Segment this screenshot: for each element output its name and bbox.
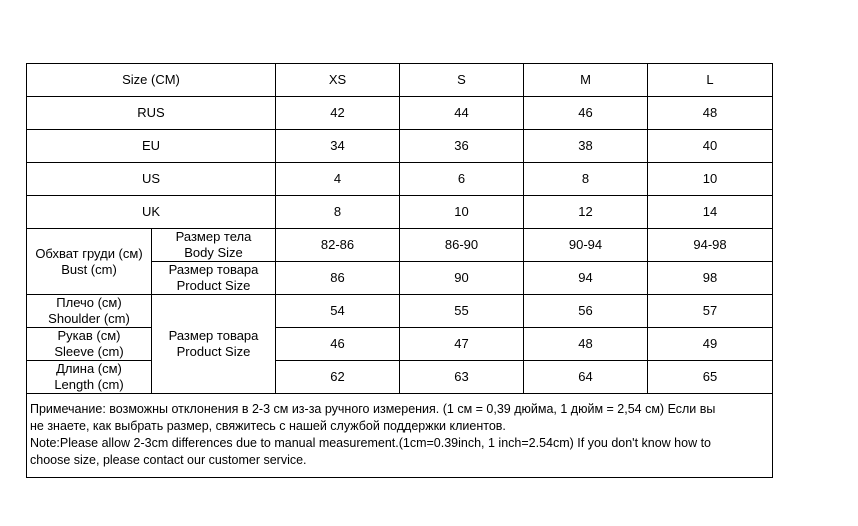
table-row-bust-body — [27, 229, 773, 262]
shoulder-label-ru: Плечо (см) — [56, 295, 122, 310]
table-cell: 63 — [400, 361, 524, 394]
table-cell: 64 — [524, 361, 648, 394]
table-cell: 90-94 — [524, 229, 648, 262]
table-cell: 62 — [276, 361, 400, 394]
table-cell: 6 — [400, 163, 524, 196]
row-label-rus: RUS — [27, 97, 276, 130]
table-cell: 86 — [276, 262, 400, 295]
table-cell: 36 — [400, 130, 524, 163]
sub-label-product-size — [152, 262, 276, 295]
table-row-shoulder — [27, 295, 773, 328]
size-header-xs: XS — [276, 64, 400, 97]
sleeve-label-en: Sleeve (cm) — [54, 344, 124, 359]
table-row-length — [27, 361, 773, 394]
table-cell: 46 — [524, 97, 648, 130]
table-cell: 49 — [648, 328, 773, 361]
table-cell: 98 — [648, 262, 773, 295]
note-en-line-1: Note:Please allow 2-3cm differences due to manual measurement.(1cm=0.39inch, 1 inch=2.54cm) If you don't know how to — [30, 436, 711, 450]
length-label-en: Length (cm) — [54, 377, 124, 392]
table-cell: 14 — [648, 196, 773, 229]
size-column-header: Size (CM) — [27, 64, 276, 97]
row-label-uk: UK — [27, 196, 276, 229]
measurement-note — [27, 394, 773, 478]
note-ru-line-1: Примечание: возможны отклонения в 2-3 см из-за ручного измерения. (1 см = 0,39 дюйма, 1 дюйм = 2,54 см) Если вы — [30, 402, 716, 416]
table-cell: 47 — [400, 328, 524, 361]
row-label-eu: EU — [27, 130, 276, 163]
table-cell: 94 — [524, 262, 648, 295]
bust-label-ru: Обхват груди (см) — [35, 245, 143, 261]
table-cell: 56 — [524, 295, 648, 328]
table-cell: 82-86 — [276, 229, 400, 262]
table-cell: 54 — [276, 295, 400, 328]
table-cell: 38 — [524, 130, 648, 163]
size-header-m: M — [524, 64, 648, 97]
note-row — [27, 394, 773, 478]
table-cell: 48 — [648, 97, 773, 130]
table-cell: 12 — [524, 196, 648, 229]
table-cell: 40 — [648, 130, 773, 163]
product-size-merged-en: Product Size — [176, 344, 251, 359]
note-ru-line-2: не знаете, как выбрать размер, свяжитесь с нашей службой поддержки клиентов. — [30, 419, 506, 433]
table-cell: 94-98 — [648, 229, 773, 262]
table-row-eu — [27, 130, 773, 163]
table-row-us — [27, 163, 773, 196]
product-size-label-en: Product Size — [176, 278, 251, 293]
product-size-merged-ru: Размер товара — [168, 328, 259, 343]
bust-label-en: Bust (cm) — [61, 261, 117, 277]
table-cell: 46 — [276, 328, 400, 361]
size-header-s: S — [400, 64, 524, 97]
table-cell: 8 — [276, 196, 400, 229]
table-cell: 34 — [276, 130, 400, 163]
table-row-uk — [27, 196, 773, 229]
row-label-bust — [27, 229, 152, 295]
table-cell: 10 — [400, 196, 524, 229]
body-size-label-ru: Размер тела — [175, 229, 252, 244]
table-cell: 86-90 — [400, 229, 524, 262]
size-chart — [26, 63, 772, 478]
table-cell: 10 — [648, 163, 773, 196]
table-cell: 4 — [276, 163, 400, 196]
size-header-l: L — [648, 64, 773, 97]
table-cell: 65 — [648, 361, 773, 394]
header-row — [27, 64, 773, 97]
table-row-sleeve — [27, 328, 773, 361]
size-chart-table — [26, 63, 773, 478]
table-cell: 48 — [524, 328, 648, 361]
table-row-rus — [27, 97, 773, 130]
sub-label-product-size-merged — [152, 295, 276, 394]
table-cell: 42 — [276, 97, 400, 130]
row-label-length — [27, 361, 152, 394]
sleeve-label-ru: Рукав (см) — [57, 328, 121, 343]
note-en-line-2: choose size, please contact our customer service. — [30, 453, 307, 467]
shoulder-label-en: Shoulder (cm) — [48, 311, 130, 326]
table-cell: 44 — [400, 97, 524, 130]
length-label-ru: Длина (см) — [56, 361, 122, 376]
row-label-sleeve — [27, 328, 152, 361]
table-cell: 55 — [400, 295, 524, 328]
body-size-label-en: Body Size — [184, 245, 243, 260]
table-cell: 8 — [524, 163, 648, 196]
table-cell: 90 — [400, 262, 524, 295]
row-label-us: US — [27, 163, 276, 196]
product-size-label-ru: Размер товара — [168, 262, 259, 277]
row-label-shoulder — [27, 295, 152, 328]
sub-label-body-size — [152, 229, 276, 262]
table-cell: 57 — [648, 295, 773, 328]
